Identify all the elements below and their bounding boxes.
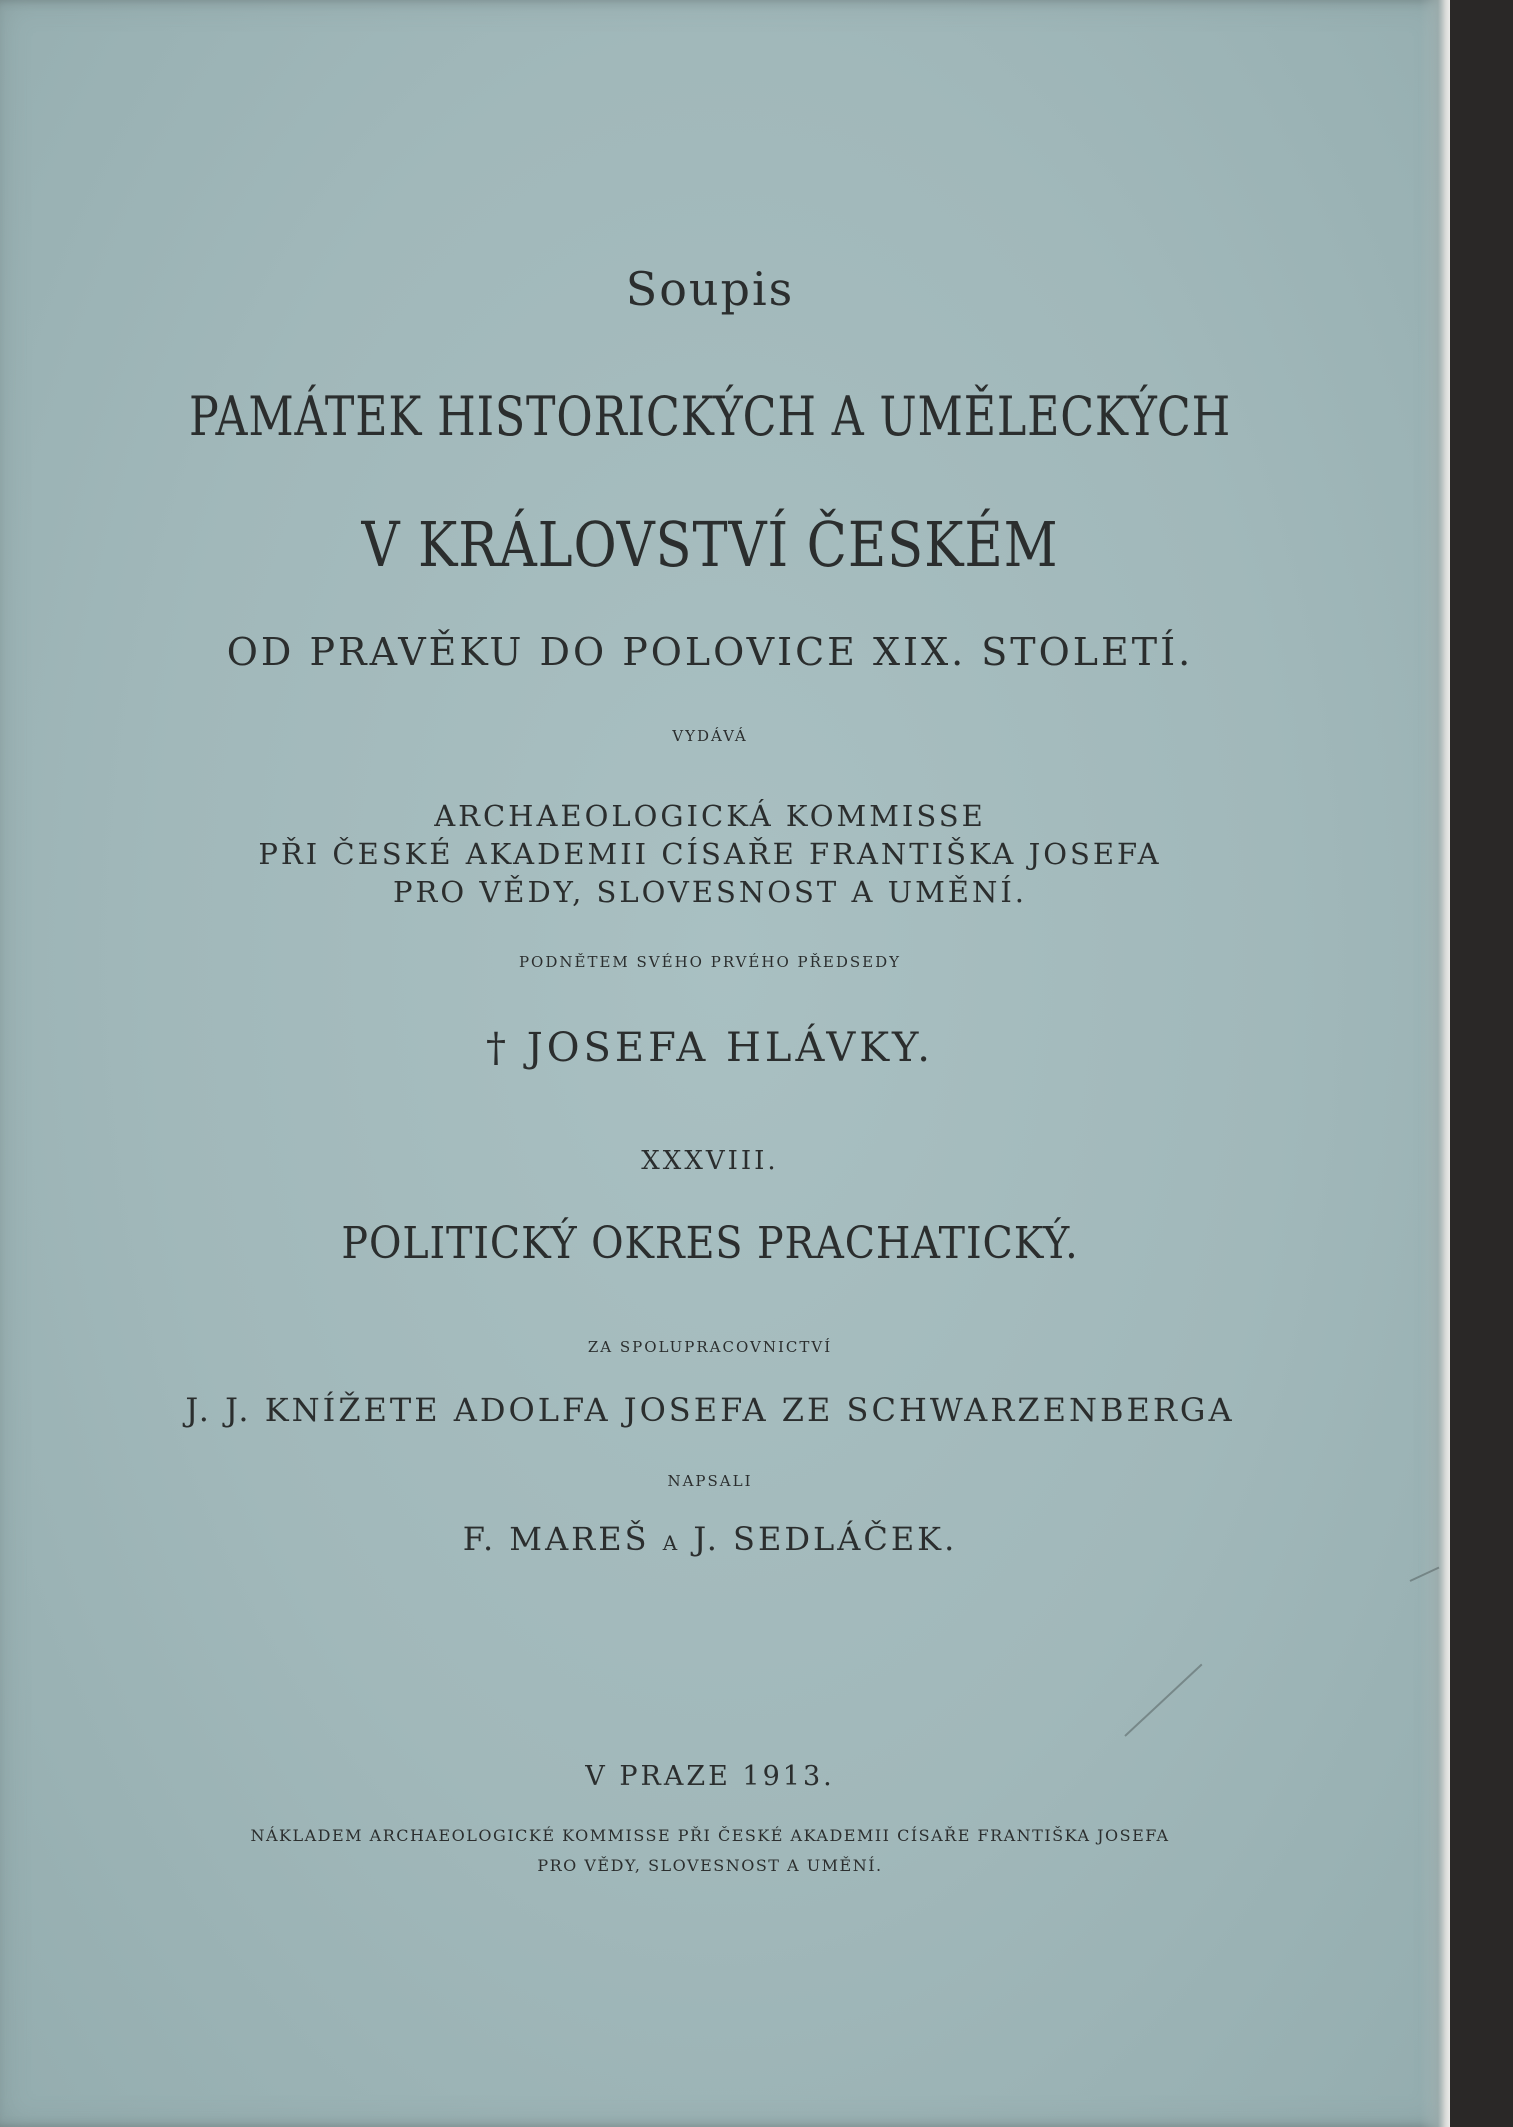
authors-line: [0, 1520, 1420, 1558]
cover-edge: [1420, 0, 1450, 2127]
issued-by-label: VYDÁVÁ: [672, 727, 748, 745]
author-1: F. MAREŠ: [462, 1520, 650, 1558]
publisher-line-1: ARCHAEOLOGICKÁ KOMMISSE: [434, 799, 986, 833]
main-title-line-1: PAMÁTEK HISTORICKÝCH A UMĚLECKÝCH: [188, 385, 1232, 448]
author-2: J. SEDLÁČEK.: [693, 1520, 958, 1558]
series-title: Soupis: [625, 262, 795, 316]
initiative-label: PODNĚTEM SVÉHO PRVÉHO PŘEDSEDY: [518, 953, 902, 971]
volume-title: POLITICKÝ OKRES PRACHATICKÝ.: [341, 1218, 1079, 1269]
publisher-block: [0, 797, 1420, 911]
cooperator-name: J. J. KNÍŽETE ADOLFA JOSEFA ZE SCHWARZENBERGA: [185, 1391, 1235, 1429]
main-title-line-2: V KRÁLOVSTVÍ ČESKÉM: [361, 508, 1059, 581]
publisher-line-2: PŘI ČESKÉ AKADEMII CÍSAŘE FRANTIŠKA JOSEFA: [258, 837, 1162, 871]
imprint-block: [0, 1821, 1420, 1881]
place-and-year: V PRAZE 1913.: [585, 1761, 835, 1792]
authors-label: NAPSALI: [667, 1472, 753, 1490]
volume-number: XXXVIII.: [641, 1146, 779, 1176]
subtitle: OD PRAVĚKU DO POLOVICE XIX. STOLETÍ.: [226, 630, 1194, 674]
publisher-line-3: PRO VĚDY, SLOVESNOST A UMĚNÍ.: [392, 875, 1027, 909]
imprint-line-2: PRO VĚDY, SLOVESNOST A UMĚNÍ.: [537, 1856, 883, 1875]
author-conjunction: A: [662, 1531, 681, 1555]
cooperation-label: ZA SPOLUPRACOVNICTVÍ: [587, 1338, 833, 1356]
founder-name: † JOSEFA HLÁVKY.: [485, 1025, 935, 1071]
imprint-line-1: NÁKLADEM ARCHAEOLOGICKÉ KOMMISSE PŘI ČESKÉ AKADEMII CÍSAŘE FRANTIŠKA JOSEFA: [250, 1826, 1170, 1845]
